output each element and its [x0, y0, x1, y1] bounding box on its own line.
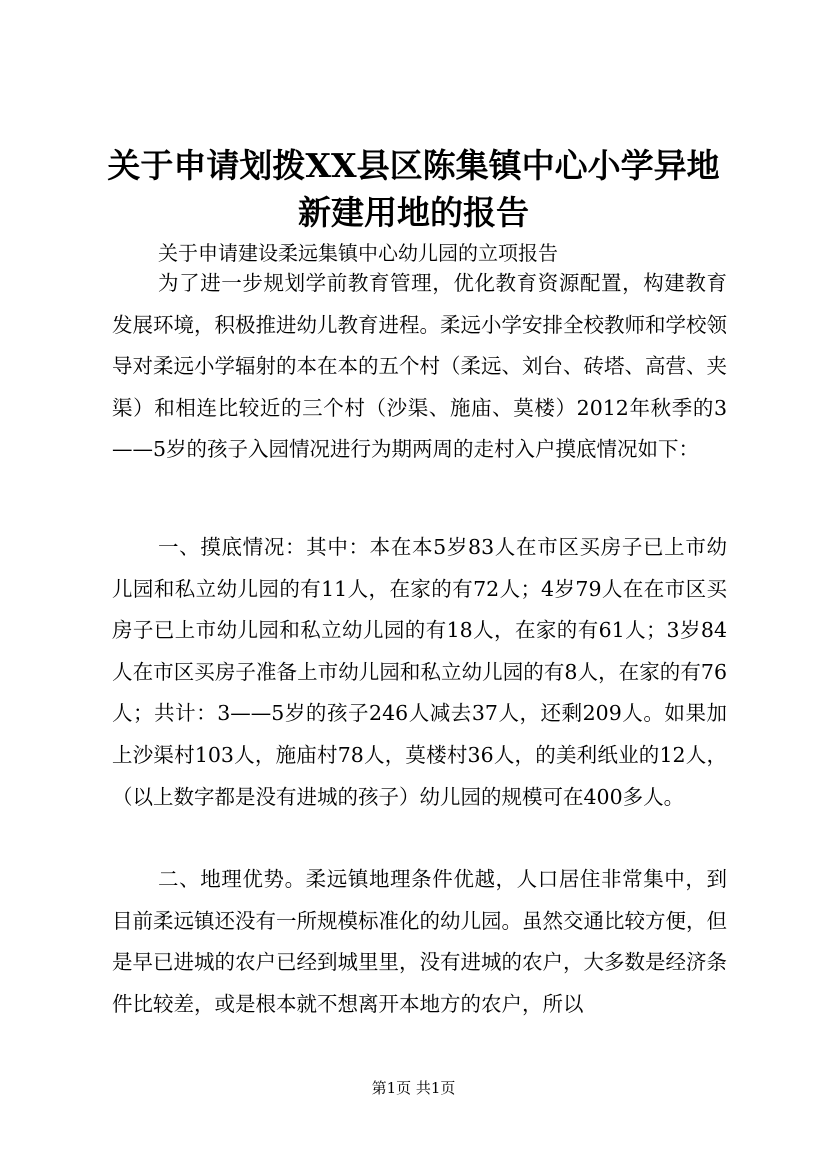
paragraph-geography: 二、地理优势。柔远镇地理条件优越，人口居住非常集中，到目前柔远镇还没有一所规模标准化的幼儿园。虽然交通比较方便，但是早已进城的农户已经到城里里，没有进城的农户，大多数是经济条件比较差，或是根本就不想离开本地方的农户，所以: [112, 867, 727, 1016]
document-title: 关于申请划拨XX县区陈集镇中心小学异地新建用地的报告: [107, 146, 720, 232]
document-subtitle: 关于申请建设柔远集镇中心幼儿园的立项报告: [158, 241, 558, 265]
paragraph-survey: 一、摸底情况：其中：本在本5岁83人在市区买房子已上市幼儿园和私立幼儿园的有11人，在家的有72人；4岁79人在在市区买房子已上市幼儿园和私立幼儿园的有18人，在家的有61人；3岁84人在市区买房子准备上市幼儿园和私立幼儿园的有8人，在家的有76人；共计：3——5岁的孩子246人减去37人，还剩209人。如果加上沙渠村103人，施庙村78人，莫楼村36人，的美利纸业的12人，（以上数字都是没有进城的孩子）幼儿园的规模可在400多人。: [112, 535, 727, 809]
paragraph-intro: 为了进一步规划学前教育管理，优化教育资源配置，构建教育发展环境，积极推进幼儿教育进程。柔远小学安排全校教师和学校领导对柔远小学辐射的本在本的五个村（柔远、刘台、砖塔、高营、夹渠）和相连比较近的三个村（沙渠、施庙、莫楼）2012年秋季的3——5岁的孩子入园情况进行为期两周的走村入户摸底情况如下：: [112, 271, 727, 462]
page-footer: 第1页 共1页: [371, 1079, 456, 1097]
